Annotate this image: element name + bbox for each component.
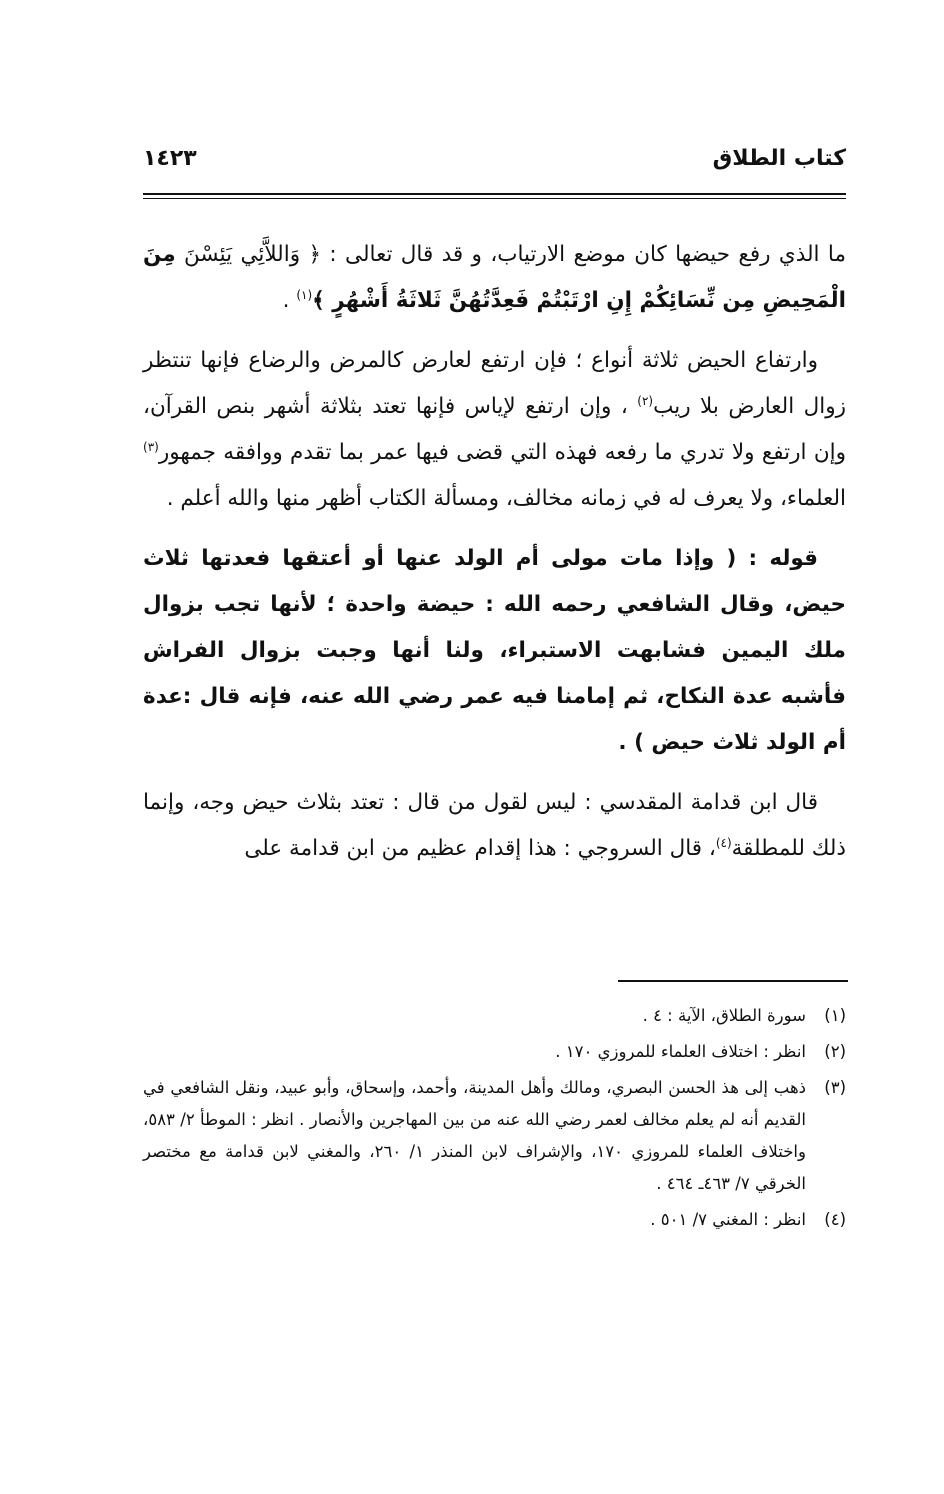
header-divider-thin: [143, 198, 846, 199]
paragraph-1: [143, 232, 846, 324]
paragraph-4-text-a: قال ابن قدامة المقدسي : ليس لقول من قال : تعتد بثلاث حيض وجه، وإنما ذلك للمطلقة: [143, 790, 846, 861]
paragraph-3-text: قوله : ( وإذا مات مولى أم الولد عنها أو أعتقها فعدتها ثلاث حيض، وقال الشافعي رحمه الله : حيضة واحدة ؛ لأنها تجب بزوال ملك اليمين فشابهت الاستبراء، ولنا أنها وجبت بزوال الفراش فأشبه عدة النكاح، ثم إمامنا فيه عمر رضي الله عنه، فإنه قال :عدة أم الولد ثلاث حيض ) .: [143, 546, 846, 755]
footnote-number: (١): [824, 1006, 846, 1025]
footnote-number: (٤): [824, 1210, 846, 1229]
paragraph-1-line-1: ما الذي رفع حيضها كان موضع الارتياب، و قد قال تعالى : ﴿ وَاللاَّئِي يَئِسْنَ: [184, 242, 846, 267]
footnotes: [143, 1000, 846, 1240]
footnote-ref-4: (٤): [715, 835, 732, 850]
footnote-number: (٢): [824, 1042, 846, 1061]
paragraph-2-text-b: ، وإن ارتفع لإياس فإنها تعتد بثلاثة أشهر بنص القرآن، وإن ارتفع ولا تدري ما رفعه فهذه التي قضى فيها عمر بما تقدم ووافقه جمهور: [143, 394, 846, 465]
footnote-divider: [618, 980, 848, 982]
page-header: [143, 140, 846, 180]
footnote-ref-2: (٢): [637, 393, 654, 408]
footnote: [143, 1072, 846, 1200]
paragraph-3: [143, 536, 846, 766]
main-text: [143, 232, 846, 886]
footnote: [143, 1204, 846, 1236]
header-divider: [143, 193, 846, 195]
footnote: [143, 1000, 846, 1032]
footnote-text: سورة الطلاق، الآية : ٤ .: [642, 1006, 806, 1025]
footnote-ref-3: (٣): [143, 439, 159, 454]
paragraph-4: [143, 780, 846, 872]
quran-verse: مِنَ الْمَحِيضِ مِن نِّسَائِكُمْ إِنِ ارْتَبْتُمْ فَعِدَّتُهُنَّ ثَلاثَةُ أَشْهُرٍ ﴾: [143, 242, 846, 313]
footnote-number: (٣): [824, 1078, 846, 1097]
paragraph-2-text-c: العلماء، ولا يعرف له في زمانه مخالف، ومسألة الكتاب أظهر منها والله أعلم .: [166, 486, 846, 511]
footnote-ref-1: (١): [296, 287, 313, 302]
paragraph-2-text-a: وارتفاع الحيض ثلاثة أنواع ؛ فإن ارتفع لعارض كالمرض والرضاع فإنها تنتظر زوال العارض بلا ريب: [143, 348, 846, 419]
footnote-text: ذهب إلى هذ الحسن البصري، ومالك وأهل المدينة، وأحمد، وإسحاق، وأبو عبيد، ونقل الشافعي في القديم أنه لم يعلم مخالف لعمر رضي الله عنه من بين المهاجرين والأنصار . انظر : الموطأ ٢/ ٥٨٣، واختلاف العلماء للمروزي ١٧٠، والإشراف لابن المنذر ١/ ٢٦٠، والمغني لابن قدامة مع مختصر الخرقي ٧/ ٤٦٣ـ ٤٦٤ .: [143, 1078, 806, 1193]
page-number: ١٤٢٣: [143, 146, 197, 171]
paragraph-1-end: .: [282, 288, 297, 313]
paragraph-2: [143, 338, 846, 522]
paragraph-4-text-b: ، قال السروجي : هذا إقدام عظيم من ابن قدامة على: [244, 836, 716, 861]
footnote-text: انظر : المغني ٧/ ٥٠١ .: [650, 1210, 806, 1229]
footnote: [143, 1036, 846, 1068]
footnote-text: انظر : اختلاف العلماء للمروزي ١٧٠ .: [555, 1042, 806, 1061]
chapter-title: كتاب الطلاق: [712, 146, 846, 171]
